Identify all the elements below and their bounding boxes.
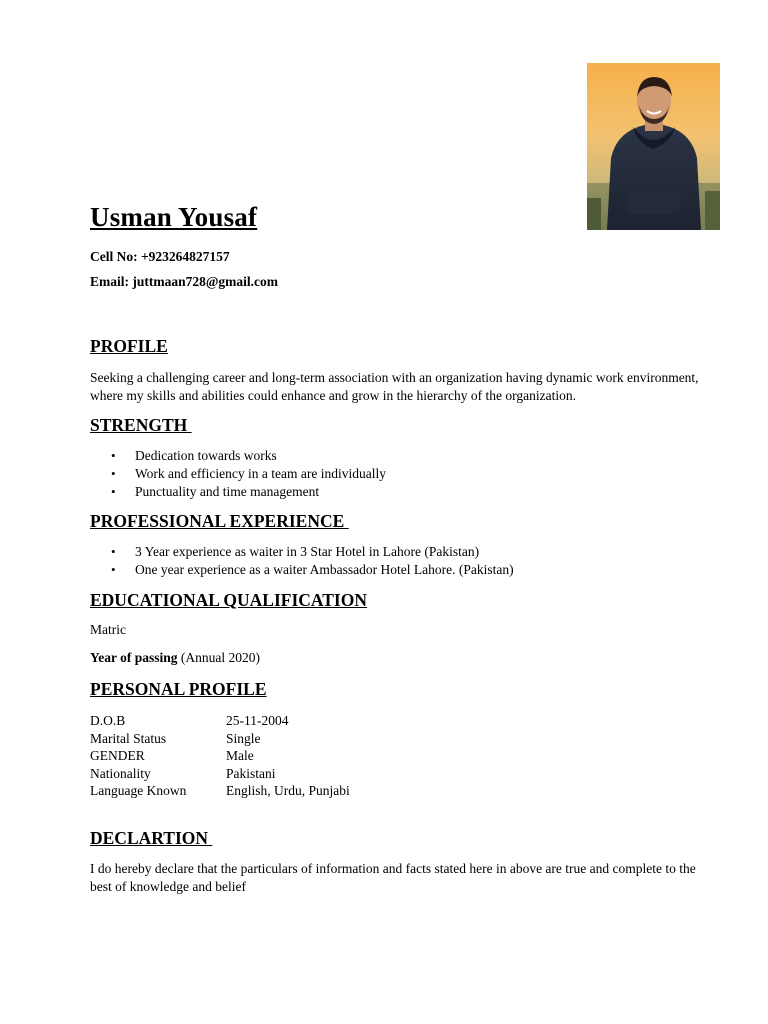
bullet-icon: • [111, 448, 116, 463]
year-value: (Annual 2020) [177, 650, 260, 665]
education-heading: EDUCATIONAL QUALIFICATION [90, 590, 367, 610]
table-row: D.O.B 25-11-2004 [90, 713, 289, 728]
list-item: • Work and efficiency in a team are individually [111, 466, 386, 481]
year-label: Year of passing [90, 650, 178, 665]
list-item: • Punctuality and time management [111, 484, 320, 499]
profile-text: Seeking a challenging career and long-term association with an organization having dynamic work environment, where my skills and abilities could enhance and grow in the hierarchy of the organization. [90, 370, 699, 403]
year-of-passing [90, 650, 260, 666]
email-address: Email: juttmaan728@gmail.com [90, 274, 279, 289]
strength-list [90, 447, 386, 501]
experience-heading: PROFESSIONAL EXPERIENCE [90, 511, 349, 531]
bullet-icon: • [111, 466, 116, 481]
bullet-icon: • [111, 484, 116, 499]
table-row: Language Known English, Urdu, Punjabi [90, 783, 350, 799]
candidate-name: Usman Yousaf [90, 202, 258, 232]
declaration-heading: DECLARTION [90, 828, 213, 848]
cell-number: Cell No: +923264827157 [90, 249, 230, 264]
profile-photo [587, 63, 720, 230]
profile-heading: PROFILE [90, 336, 168, 356]
declaration-text: I do hereby declare that the particulars of information and facts stated here in above are true and complete to the best of knowledge and belief [90, 861, 696, 894]
table-row: Nationality Pakistani [90, 765, 276, 781]
table-row: GENDER Male [90, 748, 254, 764]
personal-heading: PERSONAL PROFILE [90, 679, 267, 699]
bullet-icon: • [111, 544, 116, 559]
list-item: • One year experience as a waiter Ambassador Hotel Lahore. (Pakistan) [111, 562, 514, 577]
strength-heading: STRENGTH [90, 415, 192, 435]
personal-details-table [90, 712, 350, 800]
table-row: Marital Status Single [90, 730, 261, 746]
bullet-icon: • [111, 562, 116, 577]
experience-list [90, 543, 514, 579]
list-item: • 3 Year experience as waiter in 3 Star Hotel in Lahore (Pakistan) [111, 544, 480, 559]
list-item: • Dedication towards works [111, 448, 277, 463]
education-degree: Matric [90, 622, 126, 637]
